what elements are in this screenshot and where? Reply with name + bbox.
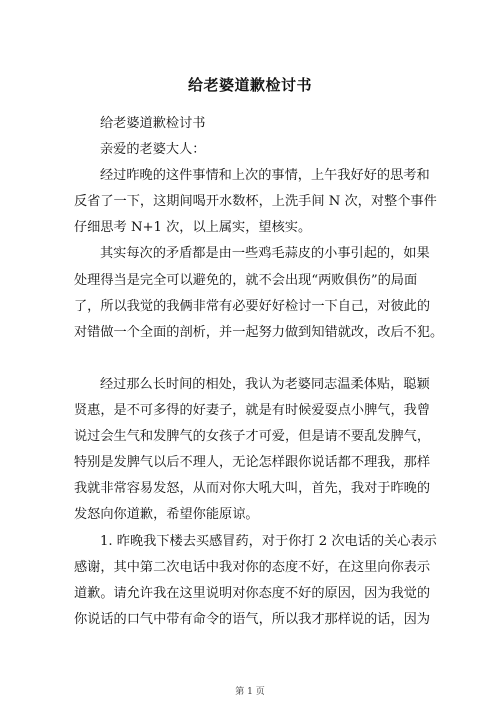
text-line: 说过会生气和发脾气的女孩子才可爱，但是请不要乱发脾气， <box>74 429 431 445</box>
text-line: 经过昨晚的这件事情和上次的事情，上午我好好的思考和 <box>100 168 430 184</box>
text-line: 经过那么长时间的相处，我认为老婆同志温柔体贴，聪颖 <box>100 376 430 392</box>
text-line: 亲爱的老婆大人： <box>100 142 206 158</box>
text-line: 贤惠，是不可多得的好妻子，就是有时候爱耍点小脾气，我曾 <box>74 403 431 419</box>
text-line: 处理得当是完全可以避免的，就不会出现“两败俱伤”的局面 <box>74 272 418 288</box>
text-line: 你说话的口气中带有命令的语气，所以我才那样说的话，因为 <box>74 611 431 627</box>
text-line: 其实每次的矛盾都是由一些鸡毛蒜皮的小事引起的，如果 <box>100 246 430 262</box>
text-line: 了，所以我觉的我俩非常有必要好好检讨一下自己，对彼此的 <box>74 298 431 314</box>
blank-line <box>74 346 430 372</box>
text-line: 道歉。请允许我在这里说明对你态度不好的原因，因为我觉的 <box>74 585 431 601</box>
text-line: 对错做一个全面的剖析，并一起努力做到知错就改，改后不犯。 <box>74 324 444 340</box>
text-line: 反省了一下，这期间喝开水数杯，上洗手间 N 次，对整个事件 <box>74 194 437 210</box>
document-body <box>74 111 444 633</box>
text-line: 仔细思考 N+1 次，以上属实，望核实。 <box>74 220 312 236</box>
page-number: 第 1 页 <box>235 687 265 697</box>
text-line: 给老婆道歉检讨书 <box>100 116 206 131</box>
text-line: 我就非常容易发怒，从而对你大吼大叫，首先，我对于昨晚的 <box>74 481 431 497</box>
text-line: 感谢，其中第二次电话中我对你的态度不好，在这里向你表示 <box>74 559 431 575</box>
text-line: 特别是发脾气以后不理人，无论怎样跟你说话都不理我，那样 <box>74 455 431 471</box>
text-line: 1. 昨晚我下楼去买感冒药，对于你打 2 次电话的关心表示 <box>100 533 437 549</box>
document-title: 给老婆道歉检讨书 <box>187 76 312 94</box>
text-line: 发怒向你道歉，希望你能原谅。 <box>74 507 259 523</box>
